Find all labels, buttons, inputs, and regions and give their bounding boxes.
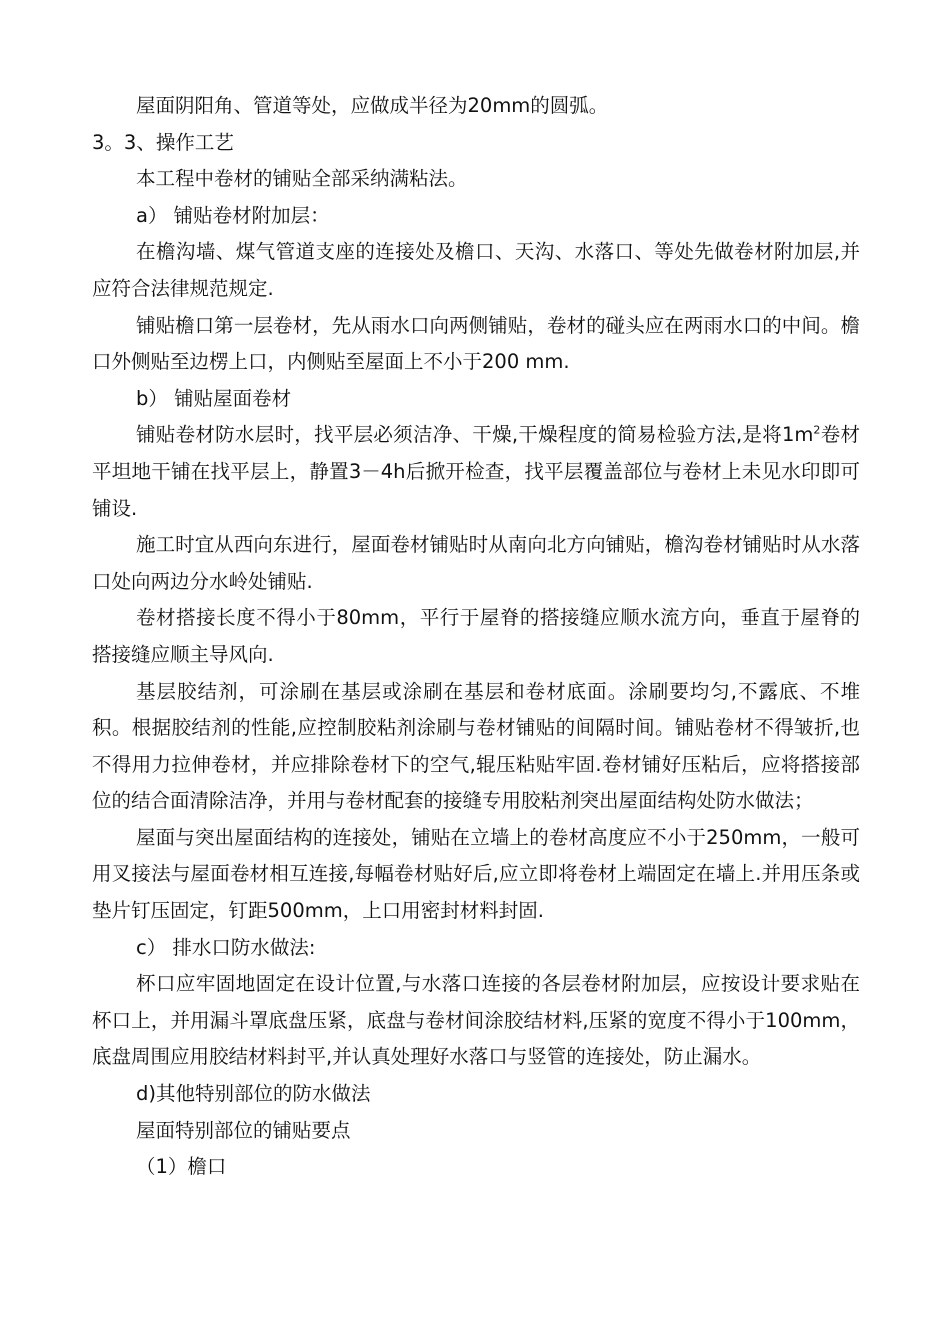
paragraph-corner-arc: 屋面阴阳角、管道等处，应做成半径为20mm的圆弧。 xyxy=(136,94,609,117)
dryness-text-after: 卷材平坦地干铺在找平层上，静置3－4h后掀开检查，找平层覆盖部位与卷材上未见水印即可铺设. xyxy=(92,423,860,520)
paragraph-additional-layer-locations: 在檐沟墙、煤气管道支座的连接处及檐口、天沟、水落口、等处先做卷材附加层,并应符合法律规范规定. xyxy=(92,240,860,300)
paragraph-cup-fixing: 杯口应牢固地固定在设计位置,与水落口连接的各层卷材附加层，应按设计要求贴在杯口上，并用漏斗罩底盘压紧，底盘与卷材间涂胶结材料,压紧的宽度不得小于100mm，底盘周围应用胶结材料封平,并认真处理好水落口与竖管的连接处，防止漏水。 xyxy=(92,972,860,1069)
subheading-special-parts-points: 屋面特别部位的铺贴要点 xyxy=(136,1118,351,1142)
subheading-eave: （1）檐口 xyxy=(136,1155,227,1179)
paragraph-eave-first-layer: 铺贴檐口第一层卷材，先从雨水口向两侧铺贴，卷材的碰头应在两雨水口的中间。檐口外侧贴至边楞上口，内侧贴至屋面上不小于200 mm. xyxy=(92,313,860,374)
subheading-c-drain-outlet: c） 排水口防水做法: xyxy=(136,935,316,959)
superscript-square: 2 xyxy=(813,423,821,437)
paragraph-overlap-length: 卷材搭接长度不得小于80mm，平行于屋脊的搭接缝应顺水流方向，垂直于屋脊的搭接缝应顺主导风向. xyxy=(92,606,860,666)
paragraph-dryness-test xyxy=(92,417,860,527)
paragraph-adhesive-application: 基层胶结剂，可涂刷在基层或涂刷在基层和卷材底面。涂刷要均匀,不露底、不堆积。根据胶结剂的性能,应控制胶粘剂涂刷与卷材铺贴的间隔时间。铺贴卷材不得皱折,也不得用力拉伸卷材，并应排除卷材下的空气,辊压粘贴牢固.卷材铺好压粘后，应将搭接部位的结合面清除洁净，并用与卷材配套的接缝专用胶粘剂突出屋面结构处防水做法； xyxy=(92,679,860,813)
subheading-a-additional-layer: a） 铺贴卷材附加层： xyxy=(136,203,330,227)
paragraph-full-adhesion-method: 本工程中卷材的铺贴全部采纳满粘法。 xyxy=(136,167,468,191)
paragraph-wall-junction: 屋面与突出屋面结构的连接处，铺贴在立墙上的卷材高度应不小于250mm，一般可用叉接法与屋面卷材相互连接,每幅卷材贴好后,应立即将卷材上端固定在墙上.并用压条或垫片钉压固定，钉距500mm，上口用密封材料封固. xyxy=(92,825,860,923)
section-heading-operation-process: 3。3、操作工艺 xyxy=(92,130,234,154)
paragraph-construction-direction: 施工时宜从西向东进行，屋面卷材铺贴时从南向北方向铺贴，檐沟卷材铺贴时从水落口处向两边分水岭处铺贴. xyxy=(92,533,860,593)
subheading-b-roof-membrane: b） 铺贴屋面卷材 xyxy=(136,386,292,410)
dryness-text-before: 铺贴卷材防水层时，找平层必须洁净、干燥,干燥程度的简易检验方法,是将1m xyxy=(136,423,814,447)
subheading-d-special-parts: d)其他特别部位的防水做法 xyxy=(136,1082,371,1106)
